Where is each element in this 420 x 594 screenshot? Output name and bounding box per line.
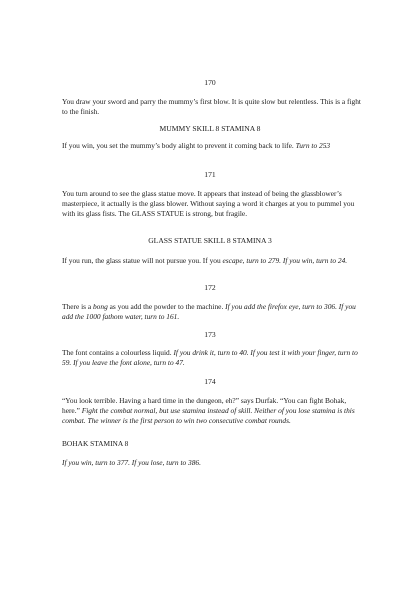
- paragraph: [62, 302, 362, 322]
- paragraph: [62, 458, 362, 468]
- text-span-italic: If you add the firefox eye, turn to 306. If you add the 1000 fathom water, turn to 161.: [62, 302, 356, 321]
- paragraph: [62, 141, 362, 151]
- stat-line: GLASS STATUE SKILL 8 STAMINA 3: [148, 236, 272, 245]
- paragraph: [62, 396, 362, 426]
- paragraph: [62, 348, 362, 368]
- paragraph: You turn around to see the glass statue move. It appears that instead of being the glassblower’s masterpiece, it actually is the glass blower. Without saying a word it charges at you to pummel you with its glass fists. The GLASS STATUE is strong, but fragile.: [62, 189, 355, 218]
- paragraph: You draw your sword and parry the mummy’s first blow. It is quite slow but relentless. This is a fight to the finish.: [62, 97, 361, 116]
- text-span-italic: escape, turn to 279. If you win, turn to 24.: [222, 256, 348, 265]
- text-span-italic: Fight the combat normal, but use stamina instead of skill. Neither of you lose stamina is this combat. The winner is the first person to win two consecutive combat rounds.: [62, 406, 355, 425]
- text-span: There is a: [62, 302, 93, 311]
- paragraph: [62, 256, 362, 266]
- text-span: The font contains a colourless liquid.: [62, 348, 174, 357]
- text-span: as you add the powder to the machine.: [107, 302, 226, 311]
- text-span: “You look terrible. Having a hard time in the dungeon, eh?” says Durfak. “You can fight Bohak, here.”: [62, 396, 347, 415]
- text-span-italic: If you win, turn to 377. If you lose, turn to 386.: [62, 458, 201, 467]
- section-number: 171: [204, 170, 216, 179]
- text-span-italic: bong: [92, 302, 108, 311]
- text-span: If you win, you set the mummy’s body alight to prevent it coming back to life.: [62, 141, 296, 150]
- text-span-italic: Turn to 253: [295, 141, 331, 150]
- section-number: 170: [204, 78, 216, 87]
- section-number: 172: [204, 283, 216, 292]
- stat-line: BOHAK STAMINA 8: [62, 439, 129, 448]
- text-span-italic: If you drink it, turn to 40. If you test it with your finger, turn to 59. If you leave the font alone, turn to 47.: [62, 348, 358, 367]
- stat-line: MUMMY SKILL 8 STAMINA 8: [159, 124, 261, 133]
- text-span: If you run, the glass statue will not pursue you. If you: [62, 256, 223, 265]
- section-number: 174: [204, 377, 216, 386]
- section-number: 173: [204, 330, 216, 339]
